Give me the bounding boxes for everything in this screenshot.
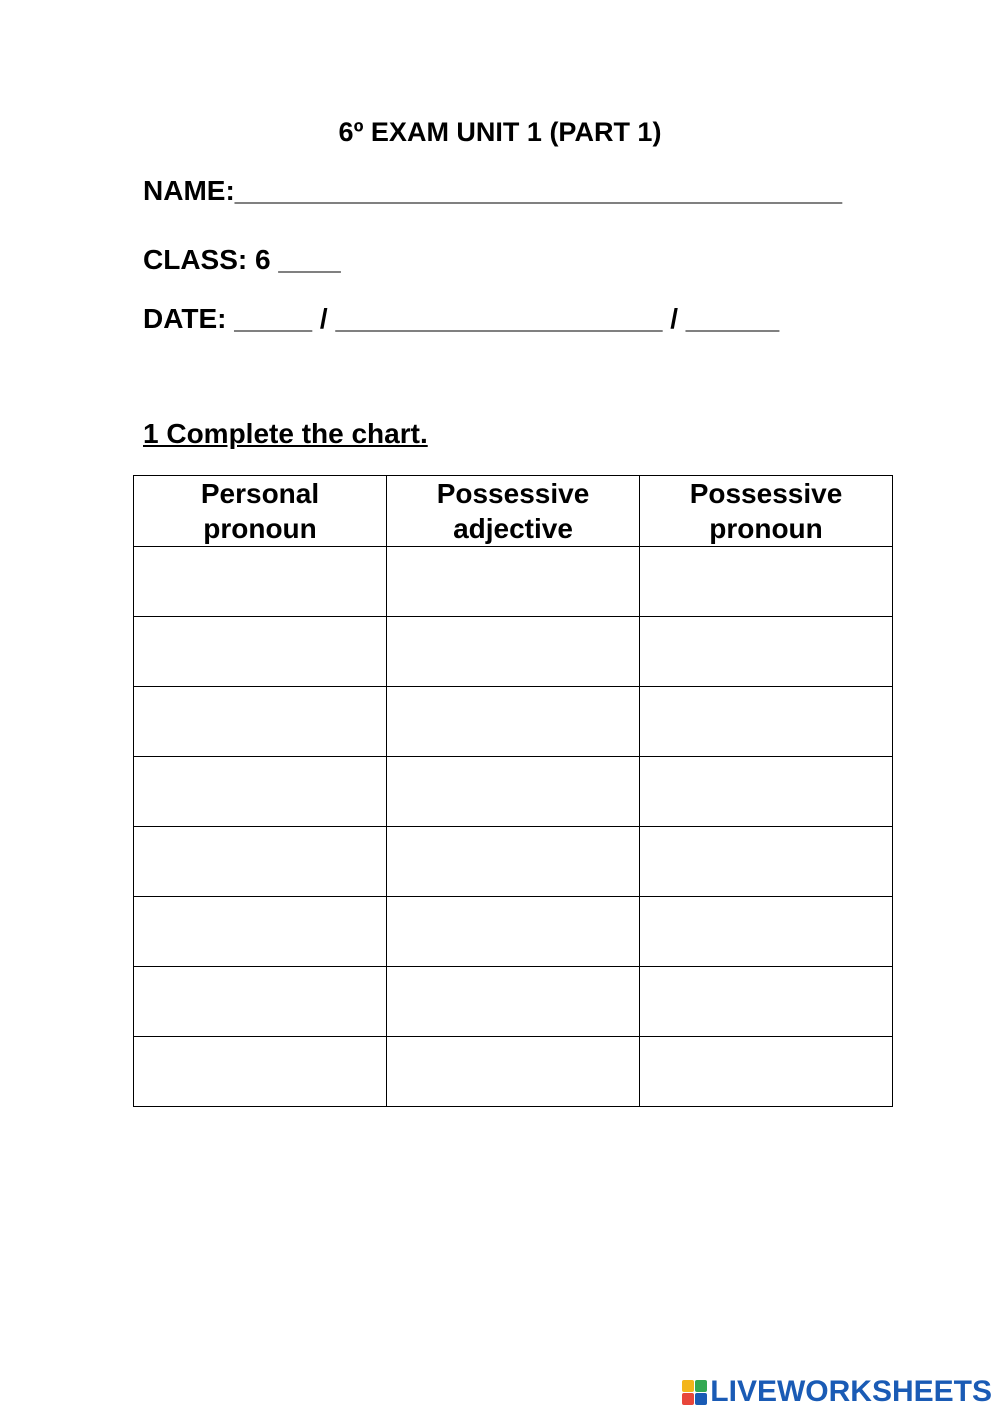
class-field[interactable]: CLASS: 6 ____: [143, 244, 341, 275]
table-row: [134, 617, 893, 687]
table-row: [134, 757, 893, 827]
logo-square: [695, 1393, 707, 1405]
answer-cell[interactable]: [134, 547, 387, 617]
answer-cell[interactable]: [387, 897, 640, 967]
answer-cell[interactable]: [640, 967, 893, 1037]
answer-cell[interactable]: [640, 617, 893, 687]
answer-cell[interactable]: [387, 967, 640, 1037]
column-header-possessive-adjective: Possessive adjective: [387, 476, 640, 547]
answer-cell[interactable]: [640, 827, 893, 897]
answer-cell[interactable]: [640, 897, 893, 967]
answer-cell[interactable]: [640, 547, 893, 617]
answer-cell[interactable]: [387, 757, 640, 827]
answer-cell[interactable]: [640, 687, 893, 757]
answer-cell[interactable]: [134, 617, 387, 687]
date-field[interactable]: DATE: _____ / _____________________ / ______: [143, 303, 780, 334]
liveworksheets-logo-icon: [682, 1380, 707, 1405]
table-row: [134, 687, 893, 757]
logo-square: [682, 1380, 694, 1392]
answer-cell[interactable]: [134, 897, 387, 967]
table-row: [134, 827, 893, 897]
answer-cell[interactable]: [134, 967, 387, 1037]
logo-text: LIVEWORKSHEETS: [710, 1375, 992, 1408]
liveworksheets-logo: [682, 1375, 992, 1409]
answer-cell[interactable]: [387, 687, 640, 757]
chart-header-row: [134, 476, 893, 547]
table-row: [134, 547, 893, 617]
answer-cell[interactable]: [134, 827, 387, 897]
answer-cell[interactable]: [387, 1037, 640, 1107]
answer-cell[interactable]: [640, 1037, 893, 1107]
table-row: [134, 1037, 893, 1107]
pronoun-chart: [133, 475, 893, 1107]
answer-cell[interactable]: [387, 547, 640, 617]
answer-cell[interactable]: [134, 1037, 387, 1107]
page-title: 6º EXAM UNIT 1 (PART 1): [338, 117, 662, 147]
logo-square: [682, 1393, 694, 1405]
column-header-possessive-pronoun: Possessive pronoun: [640, 476, 893, 547]
column-header-personal-pronoun: Personal pronoun: [134, 476, 387, 547]
answer-cell[interactable]: [640, 757, 893, 827]
table-row: [134, 967, 893, 1037]
name-field[interactable]: NAME:_______________________________________: [143, 175, 843, 206]
table-row: [134, 897, 893, 967]
answer-cell[interactable]: [387, 617, 640, 687]
answer-cell[interactable]: [134, 757, 387, 827]
answer-cell[interactable]: [387, 827, 640, 897]
logo-square: [695, 1380, 707, 1392]
answer-cell[interactable]: [134, 687, 387, 757]
exercise-heading: 1 Complete the chart.: [143, 418, 428, 449]
